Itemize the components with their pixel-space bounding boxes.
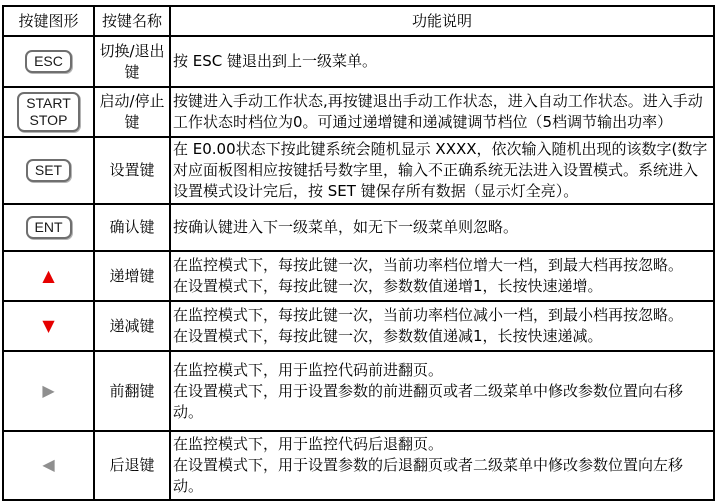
esc-key-graphic: ESC <box>25 50 72 73</box>
header-function-desc: 功能说明 <box>170 6 714 36</box>
key-graphic-cell <box>3 87 94 137</box>
key-name-cell: 前翻键 <box>94 351 170 431</box>
key-name-cell: 切换/退出键 <box>94 36 170 87</box>
key-desc-cell <box>170 204 714 251</box>
key-graphic-cell <box>3 36 94 87</box>
right-arrow-icon: ▶ <box>42 380 55 400</box>
ent-key-graphic: ENT <box>26 216 72 239</box>
key-name-cell: 递减键 <box>94 301 170 351</box>
down-arrow-icon: ▼ <box>42 315 55 335</box>
key-desc-cell <box>170 87 714 137</box>
desc-paragraph: 按 ESC 键退出到上一级菜单。 <box>173 52 378 70</box>
desc-paragraph: 在监控模式下，每按此键一次，当前功率档位增大一档，到最大档再按忽略。 <box>173 256 684 274</box>
key-desc-cell <box>170 251 714 301</box>
desc-paragraph: 在监控模式下，用于监控代码前进翻页。 <box>173 360 444 379</box>
set-key-graphic: SET <box>26 159 71 182</box>
table-row <box>3 301 714 351</box>
table-row <box>3 251 714 301</box>
desc-paragraph: 按键进入手动工作状态,再按键退出手动工作状态，进入自动工作状态。进入手动工作状态时档位为0。可通过递增键和递减键调节档位（5档调节输出功率） <box>173 92 703 131</box>
desc-paragraph: 按确认键进入下一级菜单，如无下一级菜单则忽略。 <box>173 218 519 236</box>
key-name-cell: 确认键 <box>94 204 170 251</box>
key-name-cell: 设置键 <box>94 137 170 204</box>
desc-paragraph: 在设置模式下，用于设置参数的后退翻页或者二级菜单中修改参数位置向左移动。 <box>173 456 684 495</box>
desc-paragraph: 在设置模式下，每按此键一次，参数数值递增1，长按快速递增。 <box>173 277 603 295</box>
key-graphic-cell <box>3 301 94 351</box>
table-row <box>3 137 714 204</box>
header-row <box>3 6 714 36</box>
key-function-table <box>2 5 715 501</box>
key-desc-cell <box>170 431 714 500</box>
key-graphic-cell <box>3 204 94 251</box>
key-name-cell: 启动/停止键 <box>94 87 170 137</box>
table-row <box>3 36 714 87</box>
up-arrow-icon: ▲ <box>42 265 55 285</box>
table-row <box>3 87 714 137</box>
table-row <box>3 431 714 500</box>
key-desc-cell <box>170 137 714 204</box>
key-graphic-cell <box>3 251 94 301</box>
key-desc-cell <box>170 36 714 87</box>
start-stop-key-graphic: START STOP <box>17 92 80 132</box>
key-graphic-cell <box>3 137 94 204</box>
left-arrow-icon: ◀ <box>42 455 55 474</box>
key-graphic-cell <box>3 431 94 500</box>
header-key-name: 按键名称 <box>94 6 170 36</box>
desc-paragraph: 在设置模式下，用于设置参数的前进翻页或者二级菜单中修改参数位置向右移动。 <box>173 381 684 421</box>
table-row <box>3 351 714 431</box>
desc-paragraph: 在设置模式下，每按此键一次，参数数值递减1，长按快速递减。 <box>173 327 603 345</box>
header-key-graphic: 按键图形 <box>3 6 94 36</box>
key-graphic-cell <box>3 351 94 431</box>
key-desc-cell <box>170 301 714 351</box>
desc-paragraph: 在 E0.00状态下按此键系统会随机显示 XXXX，依次输入随机出现的该数字(数字对应面板图相应按键括号数字里，输入不正确系统无法进入设置模式。系统进入设置模式设计完后，按 SET 键保存所有数据（显示灯全亮）。 <box>173 140 708 200</box>
key-name-cell: 递增键 <box>94 251 170 301</box>
desc-paragraph: 在监控模式下，每按此键一次，当前功率档位减小一档，到最小档再按忽略。 <box>173 306 684 324</box>
key-name-cell: 后退键 <box>94 431 170 500</box>
table-row <box>3 204 714 251</box>
key-desc-cell <box>170 351 714 431</box>
desc-paragraph: 在监控模式下，用于监控代码后退翻页。 <box>173 435 444 453</box>
